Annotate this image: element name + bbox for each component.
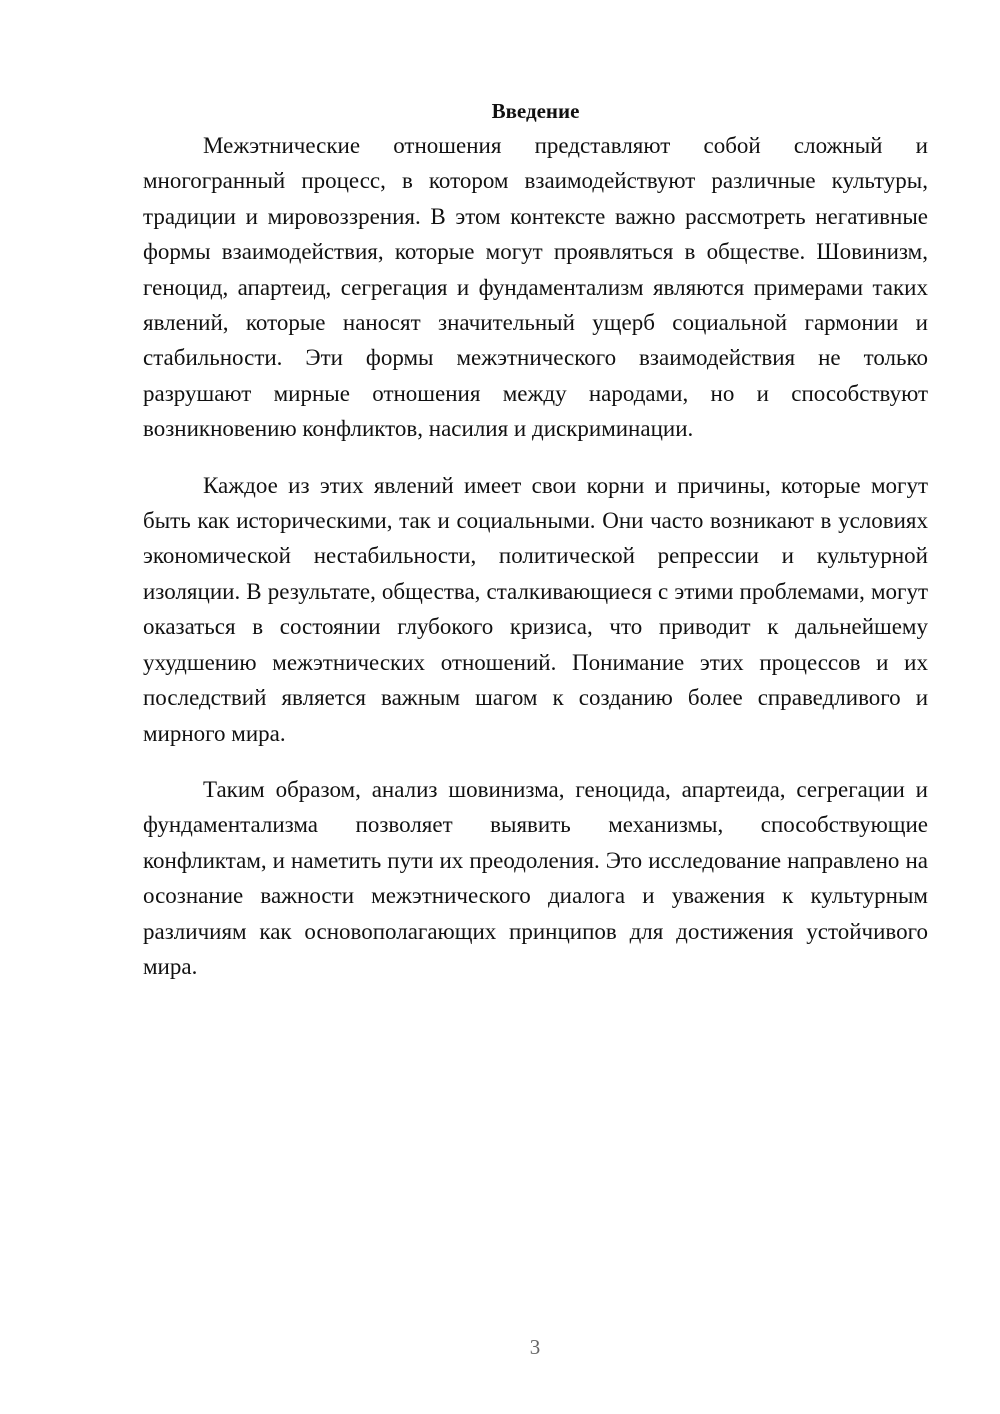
page-content — [143, 96, 928, 984]
paragraph-3: Таким образом, анализ шовинизма, геноцида, апартеида, сегрегации и фундаментализма позволяет выявить механизмы, способствующие конфликтам, и наметить пути их преодоления. Это исследование направлено на осознание важности межэтнического диалога и уважения к культурным различиям как основополагающих принципов для достижения устойчивого мира. — [143, 776, 928, 979]
paragraph-2: Каждое из этих явлений имеет свои корни и причины, которые могут быть как историческими, так и социальными. Они часто возникают в условиях экономической нестабильности, политической репрессии и культурной изоляции. В результате, общества, сталкивающиеся с этими проблемами, могут оказаться в состоянии глубокого кризиса, что приводит к дальнейшему ухудшению межэтнических отношений. Понимание этих процессов и их последствий является важным шагом к созданию более справедливого и мирного мира. — [143, 472, 928, 746]
page-number: 3 — [529, 1335, 541, 1359]
paragraph-1: Межэтнические отношения представляют собой сложный и многогранный процесс, в котором взаимодействуют различные культуры, традиции и мировоззрения. В этом контексте важно рассмотреть негативные формы взаимодействия, которые могут проявляться в обществе. Шовинизм, геноцид, апартеид, сегрегация и фундаментализм являются примерами таких явлений, которые наносят значительный ущерб социальной гармонии и стабильности. Эти формы межэтнического взаимодействия не только разрушают мирные отношения между народами, но и способствуют возникновению конфликтов, насилия и дискриминации. — [143, 133, 928, 442]
section-heading: Введение — [491, 99, 580, 123]
